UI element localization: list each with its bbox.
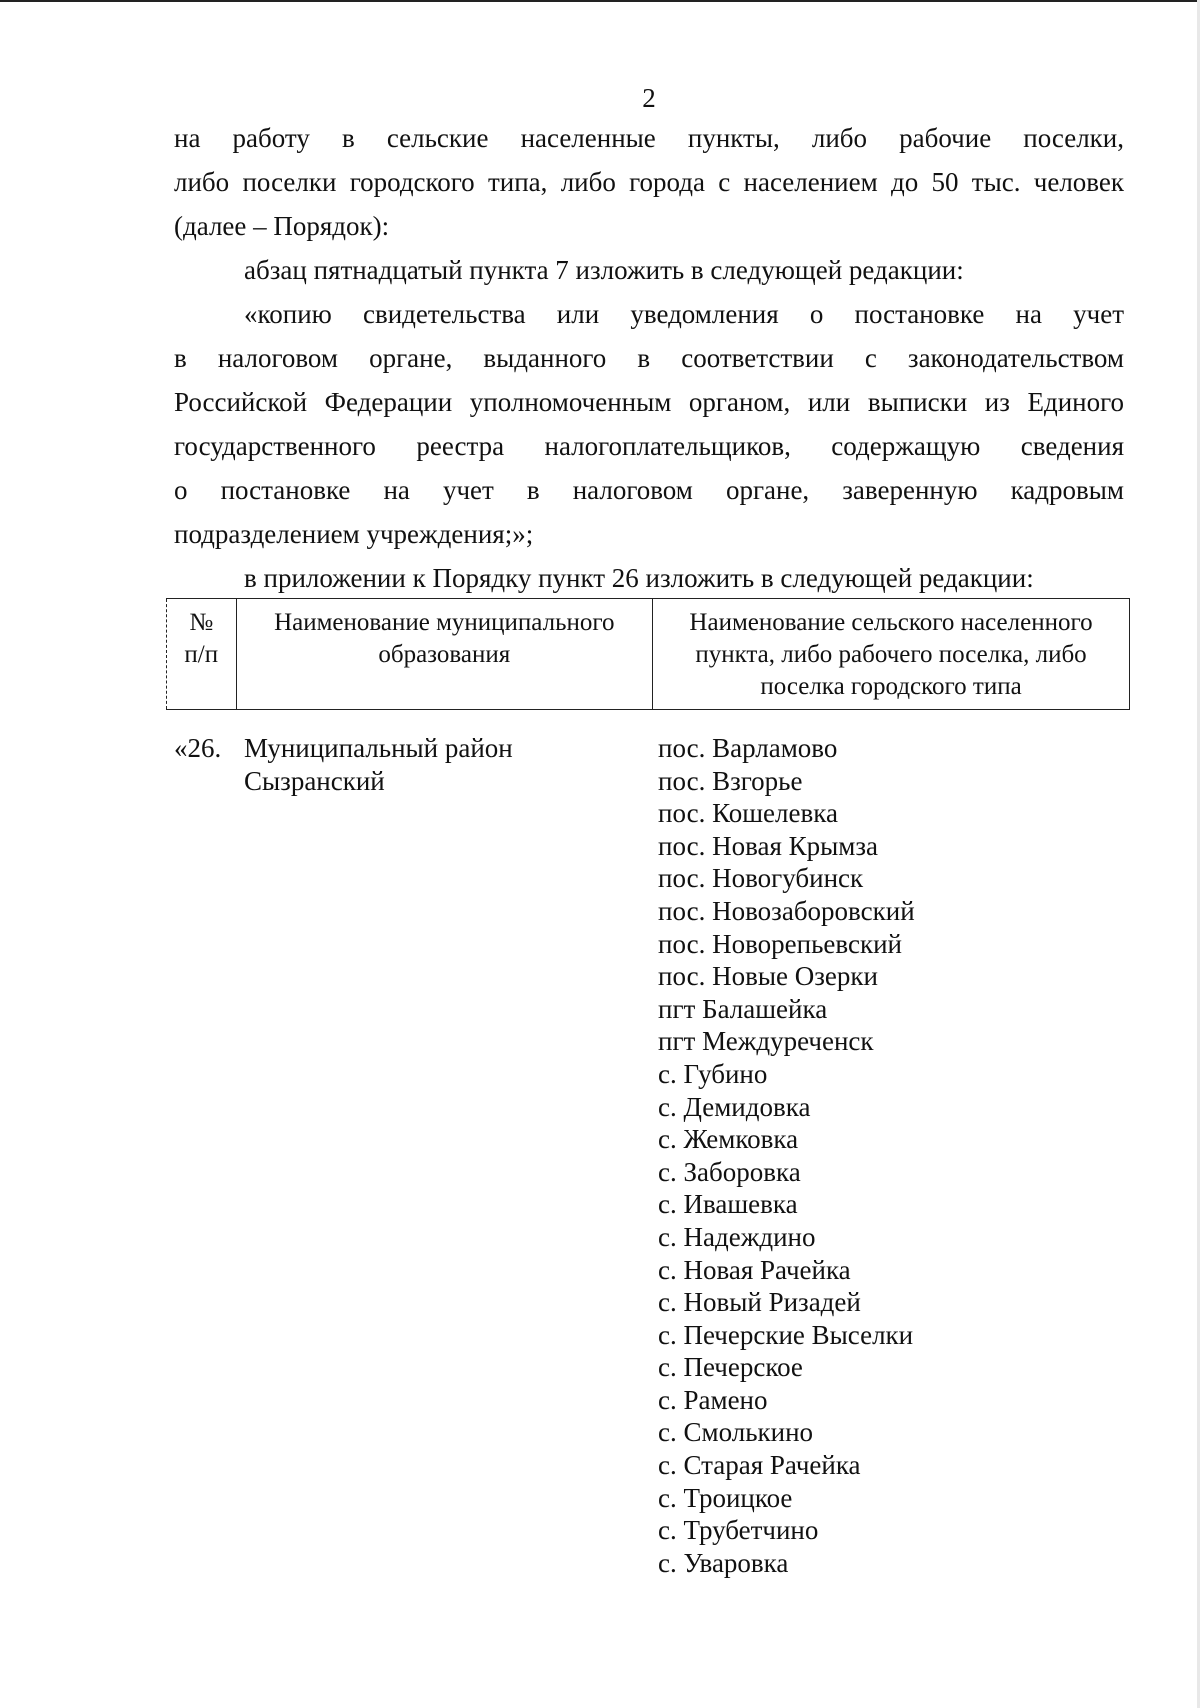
settlement-item: с. Губино: [658, 1058, 768, 1089]
table-header-row: [167, 599, 1130, 710]
quoted-paragraph: [174, 292, 1124, 556]
settlement-item: с. Уваровка: [658, 1547, 789, 1578]
header-cell-settlement: Наименование сельского населенного пункта, либо рабочего поселка, либо поселка городского типа: [653, 599, 1130, 710]
settlement-item: с. Ивашевка: [658, 1189, 798, 1220]
settlement-item: пос. Варламово: [658, 733, 838, 763]
intro-line: либо поселки городского типа, либо города с населением до 50 тыс. человек: [174, 167, 1124, 197]
quote-line: в налоговом органе, выданного в соответствии с законодательством: [174, 343, 1124, 373]
scan-top-edge: [0, 0, 1200, 2]
settlement-item: с. Старая Рачейка: [658, 1450, 861, 1481]
settlements-table-header: [166, 598, 1130, 710]
settlement-item: пос. Новогубинск: [658, 863, 864, 894]
settlement-item: с. Рамено: [658, 1384, 768, 1415]
quote-last-line: подразделением учреждения;»;: [174, 519, 534, 549]
amendment-paragraph-1: абзац пятнадцатый пункта 7 изложить в следующей редакции:: [244, 255, 964, 285]
amendment-paragraph-2: в приложении к Порядку пункт 26 изложить в следующей редакции:: [244, 563, 1034, 593]
row-number: «26.: [174, 733, 222, 763]
intro-line: на работу в сельские населенные пункты, либо рабочие поселки,: [174, 123, 1124, 153]
settlement-item: пос. Новая Крымза: [658, 830, 879, 861]
page-number: 2: [642, 83, 656, 113]
settlement-item: пгт Балашейка: [658, 993, 828, 1024]
settlement-item: с. Печерское: [658, 1352, 803, 1383]
quote-line: Российской Федерации уполномоченным органом, или выписки из Единого: [174, 387, 1124, 417]
settlement-item: пос. Новые Озерки: [658, 961, 878, 992]
settlement-item: пгт Междуреченск: [658, 1026, 874, 1057]
row-municipality: [244, 732, 624, 798]
settlement-item: пос. Новорепьевский: [658, 928, 902, 959]
settlement-item: с. Демидовка: [658, 1091, 811, 1122]
settlement-item: с. Троицкое: [658, 1482, 793, 1513]
settlement-item: пос. Взгорье: [658, 765, 803, 796]
quote-line: государственного реестра налогоплательщиков, содержащую сведения: [174, 431, 1124, 461]
settlement-item: с. Печерские Выселки: [658, 1319, 914, 1350]
municipality-line: Сызранский: [244, 766, 385, 796]
settlement-item: пос. Кошелевка: [658, 798, 838, 829]
settlement-item: с. Новая Рачейка: [658, 1254, 851, 1285]
header-number-sign: №: [189, 609, 214, 636]
settlement-item: с. Смолькино: [658, 1417, 814, 1448]
intro-last-line: (далее – Порядок):: [174, 211, 390, 241]
settlement-item: с. Жемковка: [658, 1124, 799, 1155]
settlement-item: с. Трубетчино: [658, 1515, 819, 1546]
document-page: [174, 80, 1124, 600]
quote-line: «копию свидетельства или уведомления о постановке на учет: [244, 299, 1124, 329]
settlement-item: с. Заборовка: [658, 1156, 801, 1187]
header-cell-number: [167, 599, 237, 710]
settlement-item: с. Новый Ризадей: [658, 1287, 861, 1318]
settlement-item: с. Надеждино: [658, 1221, 816, 1252]
settlement-item: пос. Новозаборовский: [658, 895, 915, 926]
quote-line: о постановке на учет в налоговом органе, заверенную кадровым: [174, 475, 1124, 505]
intro-paragraph: [174, 116, 1124, 248]
settlement-list: [658, 732, 1118, 1579]
municipality-line: Муниципальный район: [244, 733, 513, 763]
header-cell-municipality: Наименование муниципального образования: [236, 599, 652, 710]
header-number-abbrev: п/п: [184, 641, 219, 668]
